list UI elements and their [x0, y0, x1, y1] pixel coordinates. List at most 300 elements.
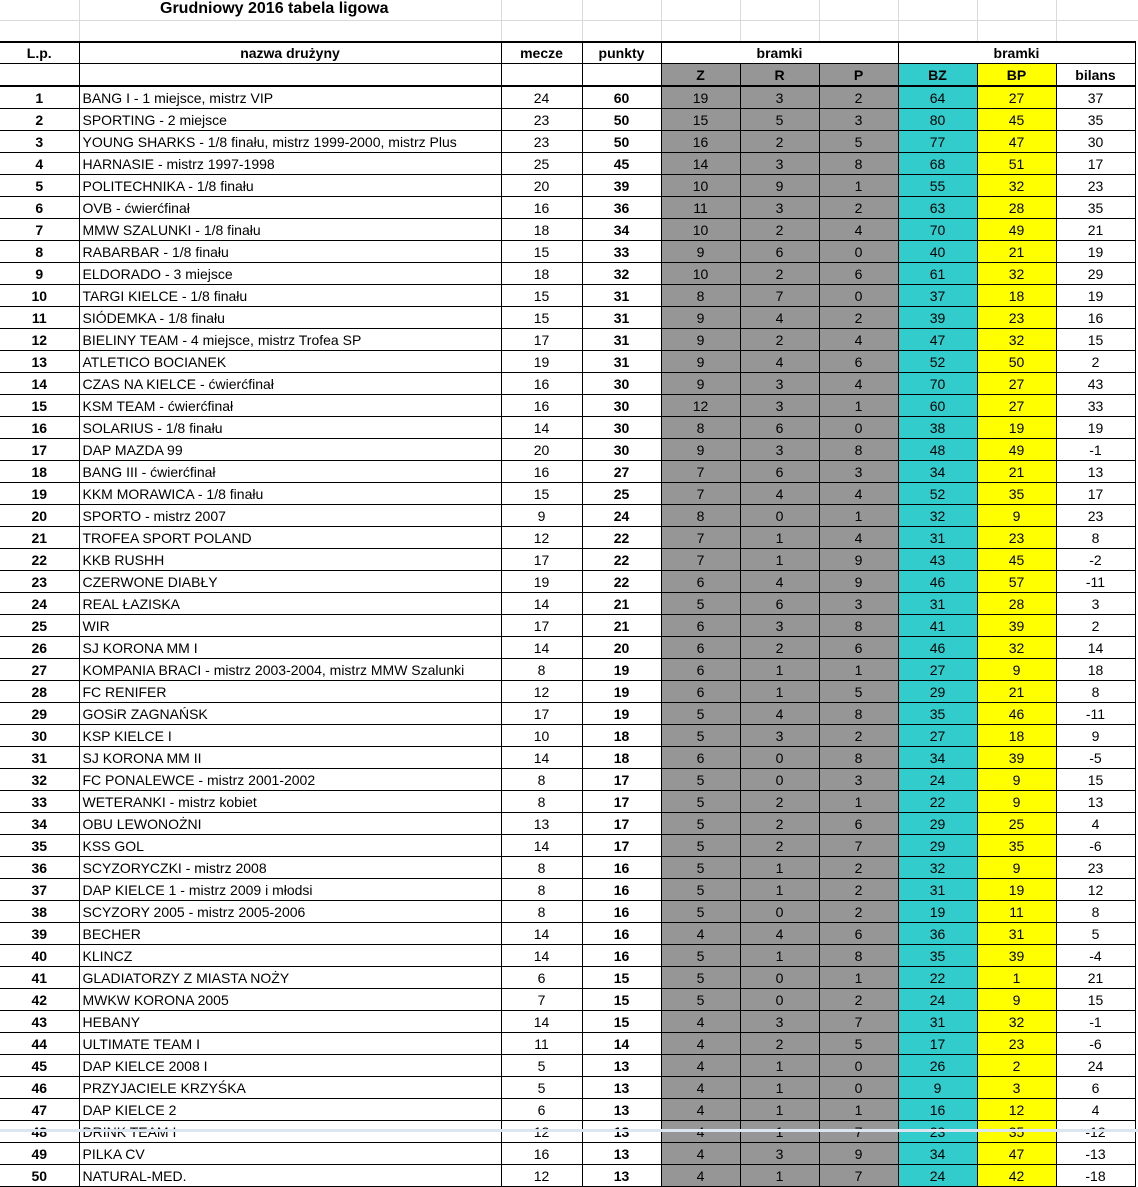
rank-cell[interactable]: 31	[0, 747, 79, 769]
points-cell[interactable]: 31	[582, 351, 661, 373]
rank-cell[interactable]: 8	[0, 241, 79, 263]
team-name-cell[interactable]: SOLARIUS - 1/8 finału	[79, 417, 501, 439]
wins-cell[interactable]: 6	[661, 615, 740, 637]
wins-cell[interactable]: 5	[661, 769, 740, 791]
goals-for-cell[interactable]: 55	[898, 175, 977, 197]
matches-cell[interactable]: 24	[501, 86, 582, 109]
rank-cell[interactable]: 43	[0, 1011, 79, 1033]
points-cell[interactable]: 30	[582, 439, 661, 461]
goals-for-cell[interactable]: 46	[898, 637, 977, 659]
balance-cell[interactable]: 14	[1056, 637, 1135, 659]
goals-for-cell[interactable]: 29	[898, 813, 977, 835]
team-name-cell[interactable]: FC RENIFER	[79, 681, 501, 703]
matches-cell[interactable]: 20	[501, 175, 582, 197]
rank-cell[interactable]: 5	[0, 175, 79, 197]
draws-cell[interactable]: 1	[740, 879, 819, 901]
points-cell[interactable]: 60	[582, 86, 661, 109]
wins-cell[interactable]: 5	[661, 703, 740, 725]
team-name-cell[interactable]: SJ KORONA MM II	[79, 747, 501, 769]
rank-cell[interactable]: 29	[0, 703, 79, 725]
wins-cell[interactable]: 6	[661, 681, 740, 703]
rank-cell[interactable]: 13	[0, 351, 79, 373]
losses-cell[interactable]: 6	[819, 923, 898, 945]
draws-cell[interactable]: 4	[740, 483, 819, 505]
draws-cell[interactable]: 2	[740, 835, 819, 857]
balance-cell[interactable]: 15	[1056, 989, 1135, 1011]
team-name-cell[interactable]: DAP KIELCE 2008 I	[79, 1055, 501, 1077]
balance-cell[interactable]: -4	[1056, 945, 1135, 967]
losses-cell[interactable]: 3	[819, 769, 898, 791]
goals-for-cell[interactable]: 46	[898, 571, 977, 593]
balance-cell[interactable]: 13	[1056, 791, 1135, 813]
goals-against-cell[interactable]: 49	[977, 439, 1056, 461]
rank-cell[interactable]: 1	[0, 86, 79, 109]
rank-cell[interactable]: 40	[0, 945, 79, 967]
points-cell[interactable]: 17	[582, 835, 661, 857]
balance-cell[interactable]: 35	[1056, 197, 1135, 219]
rank-cell[interactable]: 4	[0, 153, 79, 175]
wins-cell[interactable]: 10	[661, 219, 740, 241]
rank-cell[interactable]: 9	[0, 263, 79, 285]
team-name-cell[interactable]: WIR	[79, 615, 501, 637]
draws-cell[interactable]: 0	[740, 989, 819, 1011]
goals-against-cell[interactable]: 32	[977, 637, 1056, 659]
rank-cell[interactable]: 46	[0, 1077, 79, 1099]
team-name-cell[interactable]: HEBANY	[79, 1011, 501, 1033]
goals-for-cell[interactable]: 80	[898, 109, 977, 131]
balance-cell[interactable]: -5	[1056, 747, 1135, 769]
header-empty-cell[interactable]	[582, 64, 661, 87]
team-name-cell[interactable]: HARNASIE - mistrz 1997-1998	[79, 153, 501, 175]
goals-for-cell[interactable]: 35	[898, 703, 977, 725]
wins-cell[interactable]: 6	[661, 571, 740, 593]
draws-cell[interactable]: 3	[740, 86, 819, 109]
matches-cell[interactable]: 14	[501, 593, 582, 615]
wins-cell[interactable]: 16	[661, 131, 740, 153]
team-name-cell[interactable]: TARGI KIELCE - 1/8 finału	[79, 285, 501, 307]
wins-cell[interactable]: 9	[661, 329, 740, 351]
losses-cell[interactable]: 0	[819, 417, 898, 439]
goals-against-cell[interactable]: 57	[977, 571, 1056, 593]
balance-cell[interactable]: -11	[1056, 703, 1135, 725]
draws-cell[interactable]: 1	[740, 527, 819, 549]
goals-for-cell[interactable]: 36	[898, 923, 977, 945]
goals-against-cell[interactable]: 27	[977, 373, 1056, 395]
goals-against-cell[interactable]: 23	[977, 527, 1056, 549]
rank-cell[interactable]: 33	[0, 791, 79, 813]
points-cell[interactable]: 45	[582, 153, 661, 175]
draws-cell[interactable]: 2	[740, 131, 819, 153]
matches-cell[interactable]: 10	[501, 725, 582, 747]
goals-for-cell[interactable]: 29	[898, 681, 977, 703]
draws-cell[interactable]: 1	[740, 1165, 819, 1187]
points-cell[interactable]: 18	[582, 747, 661, 769]
matches-cell[interactable]: 5	[501, 1077, 582, 1099]
points-cell[interactable]: 22	[582, 549, 661, 571]
header-points[interactable]: punkty	[582, 42, 661, 64]
balance-cell[interactable]: -18	[1056, 1165, 1135, 1187]
points-cell[interactable]: 24	[582, 505, 661, 527]
rank-cell[interactable]: 47	[0, 1099, 79, 1121]
points-cell[interactable]: 13	[582, 1143, 661, 1165]
header-wins[interactable]: Z	[661, 64, 740, 87]
goals-against-cell[interactable]: 42	[977, 1165, 1056, 1187]
matches-cell[interactable]: 14	[501, 747, 582, 769]
goals-for-cell[interactable]: 39	[898, 307, 977, 329]
losses-cell[interactable]: 4	[819, 483, 898, 505]
team-name-cell[interactable]: OVB - ćwierćfinał	[79, 197, 501, 219]
team-name-cell[interactable]: MWKW KORONA 2005	[79, 989, 501, 1011]
goals-for-cell[interactable]: 64	[898, 86, 977, 109]
balance-cell[interactable]: 23	[1056, 175, 1135, 197]
points-cell[interactable]: 30	[582, 417, 661, 439]
matches-cell[interactable]: 15	[501, 483, 582, 505]
losses-cell[interactable]: 1	[819, 967, 898, 989]
points-cell[interactable]: 33	[582, 241, 661, 263]
draws-cell[interactable]: 4	[740, 571, 819, 593]
balance-cell[interactable]: 23	[1056, 505, 1135, 527]
losses-cell[interactable]: 2	[819, 901, 898, 923]
goals-for-cell[interactable]: 38	[898, 417, 977, 439]
rank-cell[interactable]: 36	[0, 857, 79, 879]
rank-cell[interactable]: 41	[0, 967, 79, 989]
team-name-cell[interactable]: GOSiR ZAGNAŃSK	[79, 703, 501, 725]
rank-cell[interactable]: 20	[0, 505, 79, 527]
goals-for-cell[interactable]: 32	[898, 857, 977, 879]
losses-cell[interactable]: 7	[819, 835, 898, 857]
draws-cell[interactable]: 1	[740, 1099, 819, 1121]
losses-cell[interactable]: 3	[819, 109, 898, 131]
wins-cell[interactable]: 9	[661, 307, 740, 329]
goals-against-cell[interactable]: 31	[977, 923, 1056, 945]
goals-against-cell[interactable]: 1	[977, 967, 1056, 989]
balance-cell[interactable]: 23	[1056, 857, 1135, 879]
team-name-cell[interactable]: SCYZORYCZKI - mistrz 2008	[79, 857, 501, 879]
goals-for-cell[interactable]: 70	[898, 219, 977, 241]
rank-cell[interactable]: 22	[0, 549, 79, 571]
balance-cell[interactable]: -6	[1056, 835, 1135, 857]
team-name-cell[interactable]: PILKA CV	[79, 1143, 501, 1165]
balance-cell[interactable]: 18	[1056, 659, 1135, 681]
goals-for-cell[interactable]: 40	[898, 241, 977, 263]
losses-cell[interactable]: 2	[819, 857, 898, 879]
matches-cell[interactable]: 7	[501, 989, 582, 1011]
team-name-cell[interactable]: NATURAL-MED.	[79, 1165, 501, 1187]
team-name-cell[interactable]: POLITECHNIKA - 1/8 finału	[79, 175, 501, 197]
team-name-cell[interactable]: DAP KIELCE 1 - mistrz 2009 i młodsi	[79, 879, 501, 901]
wins-cell[interactable]: 6	[661, 747, 740, 769]
wins-cell[interactable]: 4	[661, 1099, 740, 1121]
balance-cell[interactable]: -11	[1056, 571, 1135, 593]
wins-cell[interactable]: 5	[661, 835, 740, 857]
wins-cell[interactable]: 5	[661, 989, 740, 1011]
goals-for-cell[interactable]: 37	[898, 285, 977, 307]
matches-cell[interactable]: 17	[501, 549, 582, 571]
matches-cell[interactable]: 16	[501, 373, 582, 395]
matches-cell[interactable]: 18	[501, 219, 582, 241]
losses-cell[interactable]: 2	[819, 86, 898, 109]
goals-against-cell[interactable]: 45	[977, 109, 1056, 131]
header-balance[interactable]: bilans	[1056, 64, 1135, 87]
balance-cell[interactable]: 17	[1056, 483, 1135, 505]
draws-cell[interactable]: 2	[740, 637, 819, 659]
wins-cell[interactable]: 10	[661, 263, 740, 285]
losses-cell[interactable]: 4	[819, 329, 898, 351]
points-cell[interactable]: 22	[582, 527, 661, 549]
goals-against-cell[interactable]: 35	[977, 835, 1056, 857]
balance-cell[interactable]: 30	[1056, 131, 1135, 153]
draws-cell[interactable]: 1	[740, 681, 819, 703]
matches-cell[interactable]: 17	[501, 703, 582, 725]
team-name-cell[interactable]: DAP KIELCE 2	[79, 1099, 501, 1121]
points-cell[interactable]: 14	[582, 1033, 661, 1055]
team-name-cell[interactable]: WETERANKI - mistrz kobiet	[79, 791, 501, 813]
wins-cell[interactable]: 7	[661, 461, 740, 483]
losses-cell[interactable]: 8	[819, 615, 898, 637]
matches-cell[interactable]: 18	[501, 263, 582, 285]
matches-cell[interactable]: 16	[501, 197, 582, 219]
draws-cell[interactable]: 2	[740, 1033, 819, 1055]
wins-cell[interactable]: 4	[661, 1011, 740, 1033]
wins-cell[interactable]: 11	[661, 197, 740, 219]
matches-cell[interactable]: 11	[501, 1033, 582, 1055]
points-cell[interactable]: 50	[582, 131, 661, 153]
matches-cell[interactable]: 25	[501, 153, 582, 175]
goals-for-cell[interactable]: 32	[898, 505, 977, 527]
goals-for-cell[interactable]: 48	[898, 439, 977, 461]
draws-cell[interactable]: 0	[740, 769, 819, 791]
goals-against-cell[interactable]: 9	[977, 989, 1056, 1011]
goals-against-cell[interactable]: 11	[977, 901, 1056, 923]
team-name-cell[interactable]: TROFEA SPORT POLAND	[79, 527, 501, 549]
goals-for-cell[interactable]: 19	[898, 901, 977, 923]
points-cell[interactable]: 13	[582, 1077, 661, 1099]
rank-cell[interactable]: 19	[0, 483, 79, 505]
balance-cell[interactable]: -6	[1056, 1033, 1135, 1055]
wins-cell[interactable]: 5	[661, 791, 740, 813]
balance-cell[interactable]: 6	[1056, 1077, 1135, 1099]
points-cell[interactable]: 34	[582, 219, 661, 241]
rank-cell[interactable]: 25	[0, 615, 79, 637]
goals-against-cell[interactable]: 51	[977, 153, 1056, 175]
losses-cell[interactable]: 6	[819, 637, 898, 659]
balance-cell[interactable]: 21	[1056, 967, 1135, 989]
draws-cell[interactable]: 2	[740, 219, 819, 241]
matches-cell[interactable]: 15	[501, 285, 582, 307]
losses-cell[interactable]: 9	[819, 549, 898, 571]
goals-for-cell[interactable]: 34	[898, 747, 977, 769]
wins-cell[interactable]: 8	[661, 505, 740, 527]
goals-against-cell[interactable]: 23	[977, 1033, 1056, 1055]
goals-against-cell[interactable]: 27	[977, 86, 1056, 109]
team-name-cell[interactable]: KKB RUSHH	[79, 549, 501, 571]
draws-cell[interactable]: 4	[740, 923, 819, 945]
draws-cell[interactable]: 1	[740, 549, 819, 571]
team-name-cell[interactable]: PRZYJACIELE KRZYŚKA	[79, 1077, 501, 1099]
losses-cell[interactable]: 8	[819, 153, 898, 175]
points-cell[interactable]: 21	[582, 615, 661, 637]
goals-against-cell[interactable]: 18	[977, 725, 1056, 747]
losses-cell[interactable]: 4	[819, 219, 898, 241]
balance-cell[interactable]: 16	[1056, 307, 1135, 329]
matches-cell[interactable]: 14	[501, 417, 582, 439]
goals-for-cell[interactable]: 9	[898, 1077, 977, 1099]
rank-cell[interactable]: 28	[0, 681, 79, 703]
balance-cell[interactable]: -2	[1056, 549, 1135, 571]
losses-cell[interactable]: 1	[819, 791, 898, 813]
wins-cell[interactable]: 5	[661, 945, 740, 967]
draws-cell[interactable]: 1	[740, 945, 819, 967]
losses-cell[interactable]: 8	[819, 439, 898, 461]
matches-cell[interactable]: 15	[501, 241, 582, 263]
draws-cell[interactable]: 6	[740, 417, 819, 439]
balance-cell[interactable]: -13	[1056, 1143, 1135, 1165]
wins-cell[interactable]: 8	[661, 285, 740, 307]
goals-against-cell[interactable]: 9	[977, 857, 1056, 879]
goals-for-cell[interactable]: 31	[898, 879, 977, 901]
balance-cell[interactable]: 37	[1056, 86, 1135, 109]
draws-cell[interactable]: 3	[740, 395, 819, 417]
goals-against-cell[interactable]: 35	[977, 483, 1056, 505]
goals-against-cell[interactable]: 32	[977, 1011, 1056, 1033]
matches-cell[interactable]: 9	[501, 505, 582, 527]
losses-cell[interactable]: 3	[819, 593, 898, 615]
losses-cell[interactable]: 5	[819, 681, 898, 703]
matches-cell[interactable]: 8	[501, 659, 582, 681]
goals-for-cell[interactable]: 24	[898, 1165, 977, 1187]
team-name-cell[interactable]: KLINCZ	[79, 945, 501, 967]
points-cell[interactable]: 16	[582, 945, 661, 967]
goals-against-cell[interactable]: 47	[977, 1143, 1056, 1165]
draws-cell[interactable]: 3	[740, 153, 819, 175]
losses-cell[interactable]: 1	[819, 175, 898, 197]
goals-for-cell[interactable]: 60	[898, 395, 977, 417]
header-goals-for[interactable]: BZ	[898, 64, 977, 87]
wins-cell[interactable]: 8	[661, 417, 740, 439]
draws-cell[interactable]: 3	[740, 373, 819, 395]
matches-cell[interactable]: 12	[501, 1165, 582, 1187]
points-cell[interactable]: 21	[582, 593, 661, 615]
losses-cell[interactable]: 3	[819, 461, 898, 483]
draws-cell[interactable]: 5	[740, 109, 819, 131]
losses-cell[interactable]: 2	[819, 725, 898, 747]
balance-cell[interactable]: -1	[1056, 439, 1135, 461]
goals-for-cell[interactable]: 16	[898, 1099, 977, 1121]
losses-cell[interactable]: 4	[819, 527, 898, 549]
wins-cell[interactable]: 7	[661, 527, 740, 549]
draws-cell[interactable]: 1	[740, 1077, 819, 1099]
goals-for-cell[interactable]: 34	[898, 1143, 977, 1165]
goals-for-cell[interactable]: 22	[898, 967, 977, 989]
balance-cell[interactable]: 43	[1056, 373, 1135, 395]
balance-cell[interactable]: 19	[1056, 285, 1135, 307]
rank-cell[interactable]: 27	[0, 659, 79, 681]
goals-for-cell[interactable]: 52	[898, 351, 977, 373]
goals-against-cell[interactable]: 28	[977, 197, 1056, 219]
rank-cell[interactable]: 50	[0, 1165, 79, 1187]
losses-cell[interactable]: 1	[819, 659, 898, 681]
wins-cell[interactable]: 5	[661, 725, 740, 747]
points-cell[interactable]: 17	[582, 813, 661, 835]
draws-cell[interactable]: 3	[740, 725, 819, 747]
losses-cell[interactable]: 0	[819, 285, 898, 307]
points-cell[interactable]: 18	[582, 725, 661, 747]
losses-cell[interactable]: 2	[819, 307, 898, 329]
team-name-cell[interactable]: KSP KIELCE I	[79, 725, 501, 747]
matches-cell[interactable]: 17	[501, 329, 582, 351]
wins-cell[interactable]: 6	[661, 659, 740, 681]
draws-cell[interactable]: 4	[740, 703, 819, 725]
losses-cell[interactable]: 1	[819, 505, 898, 527]
goals-for-cell[interactable]: 17	[898, 1033, 977, 1055]
team-name-cell[interactable]: BANG III - ćwierćfinał	[79, 461, 501, 483]
balance-cell[interactable]: 15	[1056, 329, 1135, 351]
matches-cell[interactable]: 14	[501, 1011, 582, 1033]
draws-cell[interactable]: 9	[740, 175, 819, 197]
matches-cell[interactable]: 8	[501, 901, 582, 923]
team-name-cell[interactable]: RABARBAR - 1/8 finału	[79, 241, 501, 263]
points-cell[interactable]: 27	[582, 461, 661, 483]
goals-against-cell[interactable]: 21	[977, 681, 1056, 703]
goals-for-cell[interactable]: 27	[898, 659, 977, 681]
wins-cell[interactable]: 4	[661, 1165, 740, 1187]
goals-against-cell[interactable]: 3	[977, 1077, 1056, 1099]
rank-cell[interactable]: 39	[0, 923, 79, 945]
rank-cell[interactable]: 2	[0, 109, 79, 131]
goals-for-cell[interactable]: 77	[898, 131, 977, 153]
draws-cell[interactable]: 2	[740, 263, 819, 285]
points-cell[interactable]: 39	[582, 175, 661, 197]
goals-for-cell[interactable]: 34	[898, 461, 977, 483]
balance-cell[interactable]: 24	[1056, 1055, 1135, 1077]
points-cell[interactable]: 20	[582, 637, 661, 659]
goals-against-cell[interactable]: 18	[977, 285, 1056, 307]
wins-cell[interactable]: 4	[661, 923, 740, 945]
rank-cell[interactable]: 37	[0, 879, 79, 901]
draws-cell[interactable]: 0	[740, 505, 819, 527]
goals-for-cell[interactable]: 22	[898, 791, 977, 813]
draws-cell[interactable]: 0	[740, 901, 819, 923]
points-cell[interactable]: 30	[582, 373, 661, 395]
team-name-cell[interactable]: GLADIATORZY Z MIASTA NOŻY	[79, 967, 501, 989]
header-empty-cell[interactable]	[0, 64, 79, 87]
draws-cell[interactable]: 7	[740, 285, 819, 307]
losses-cell[interactable]: 2	[819, 197, 898, 219]
team-name-cell[interactable]: SJ KORONA MM I	[79, 637, 501, 659]
losses-cell[interactable]: 0	[819, 241, 898, 263]
rank-cell[interactable]: 38	[0, 901, 79, 923]
goals-for-cell[interactable]: 27	[898, 725, 977, 747]
wins-cell[interactable]: 12	[661, 395, 740, 417]
matches-cell[interactable]: 14	[501, 637, 582, 659]
goals-for-cell[interactable]: 52	[898, 483, 977, 505]
points-cell[interactable]: 31	[582, 285, 661, 307]
balance-cell[interactable]: 2	[1056, 615, 1135, 637]
balance-cell[interactable]: 3	[1056, 593, 1135, 615]
rank-cell[interactable]: 23	[0, 571, 79, 593]
rank-cell[interactable]: 14	[0, 373, 79, 395]
team-name-cell[interactable]: SCYZORY 2005 - mistrz 2005-2006	[79, 901, 501, 923]
goals-against-cell[interactable]: 27	[977, 395, 1056, 417]
matches-cell[interactable]: 16	[501, 395, 582, 417]
wins-cell[interactable]: 5	[661, 593, 740, 615]
rank-cell[interactable]: 17	[0, 439, 79, 461]
matches-cell[interactable]: 16	[501, 1143, 582, 1165]
rank-cell[interactable]: 24	[0, 593, 79, 615]
wins-cell[interactable]: 5	[661, 813, 740, 835]
wins-cell[interactable]: 4	[661, 1143, 740, 1165]
balance-cell[interactable]: 9	[1056, 725, 1135, 747]
